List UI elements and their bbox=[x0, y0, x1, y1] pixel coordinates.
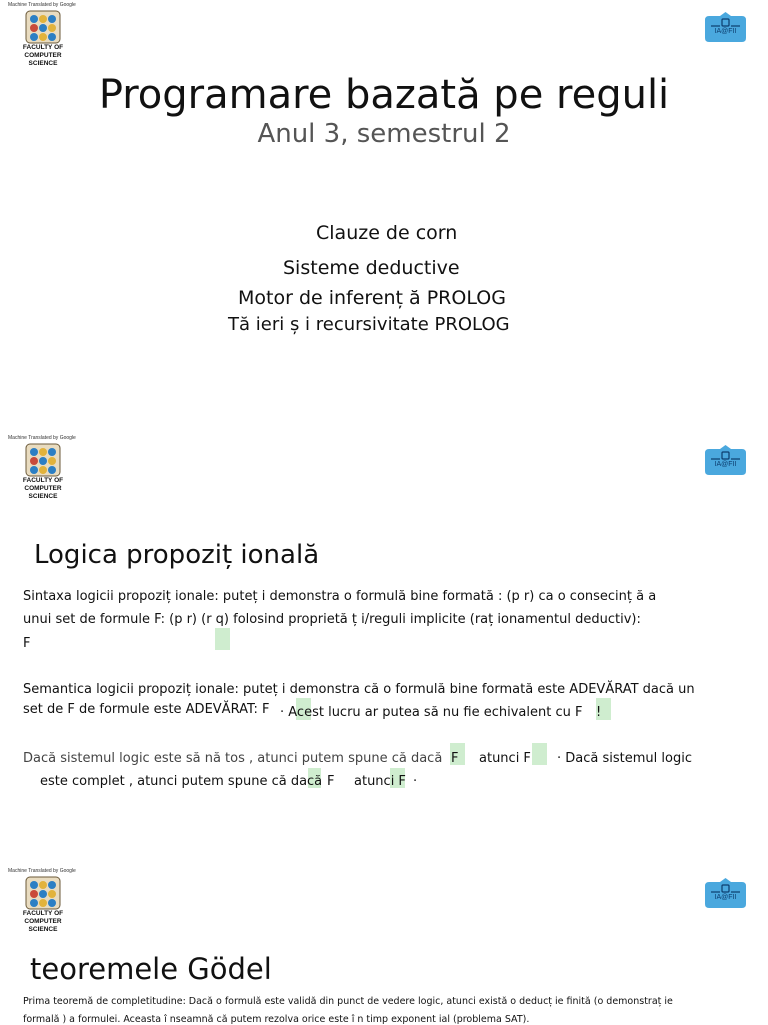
slide-title: teoremele Gödel bbox=[30, 952, 272, 986]
faculty-crest-icon bbox=[25, 10, 61, 44]
syntax-text-line: F bbox=[23, 636, 31, 651]
faculty-name-line1: FACULTY OF bbox=[22, 44, 64, 51]
slide-1 bbox=[0, 0, 768, 420]
faculty-logo bbox=[10, 6, 76, 67]
faculty-name-line1: FACULTY OF bbox=[22, 910, 64, 917]
formula-highlight bbox=[532, 743, 547, 765]
soundness-text: · Dacă sistemul logic bbox=[557, 751, 692, 766]
ia-fii-badge bbox=[703, 877, 748, 909]
ia-fii-badge-icon bbox=[703, 877, 748, 909]
topic-item: Sisteme deductive bbox=[283, 257, 460, 279]
completeness-text: atunci F bbox=[354, 774, 406, 789]
syntax-text-line: Sintaxa logicii propoziț ionale: puteț i demonstra o formulă bine formată : (p r) ca o consecinț ă a bbox=[23, 589, 657, 604]
soundness-text: atunci F bbox=[479, 751, 531, 766]
faculty-name-line2: COMPUTER SCIENCE bbox=[24, 918, 62, 933]
godel-text-line: formală ) a formulei. Aceasta î nseamnă că putem rezolva orice este î n timp exponent ial (problema SAT). bbox=[23, 1014, 530, 1025]
slide-2 bbox=[0, 432, 768, 862]
ia-fii-badge-icon bbox=[703, 444, 748, 476]
ia-fii-badge bbox=[703, 444, 748, 476]
faculty-logo bbox=[10, 439, 76, 500]
topic-item: Motor de inferenț ă PROLOG bbox=[238, 287, 506, 309]
slide-title: Programare bazată pe reguli bbox=[98, 72, 670, 118]
faculty-crest-icon bbox=[25, 876, 61, 910]
faculty-name-line1: FACULTY OF bbox=[22, 477, 64, 484]
ia-fii-badge-icon bbox=[703, 11, 748, 43]
badge-label: IA@FII bbox=[714, 28, 737, 35]
machine-translated-label: Machine Translated by Google bbox=[8, 868, 76, 874]
slide-3 bbox=[0, 866, 768, 1024]
badge-label: IA@FII bbox=[714, 461, 737, 468]
completeness-text: F bbox=[327, 774, 335, 789]
faculty-name-line2: COMPUTER SCIENCE bbox=[24, 485, 62, 500]
soundness-text: Dacă sistemul logic este să nă tos , atunci putem spune că dacă bbox=[23, 751, 443, 766]
godel-text-line: Prima teoremă de completitudine: Dacă o formulă este validă din punct de vedere logic, atunci există o deducț ie finită (o demonstraț ie bbox=[23, 996, 673, 1007]
completeness-text: este complet , atunci putem spune că dacă bbox=[40, 774, 323, 789]
completeness-text: · bbox=[413, 774, 418, 789]
semantics-text-line: set de F de formule este ADEVĂRAT: F bbox=[23, 702, 270, 717]
badge-label: IA@FII bbox=[714, 894, 737, 901]
machine-translated-label: Machine Translated by Google bbox=[8, 435, 76, 441]
semantics-text-line: · Acest lucru ar putea să nu fie echivalent cu F bbox=[280, 705, 583, 720]
faculty-crest-icon bbox=[25, 443, 61, 477]
semantics-text-line: Semantica logicii propoziț ionale: puteț i demonstra că o formulă bine formată este ADEVĂRAT dacă un bbox=[23, 682, 695, 697]
ia-fii-badge bbox=[703, 11, 748, 43]
slide-title: Logica propoziț ională bbox=[34, 540, 320, 570]
slide-subtitle: Anul 3, semestrul 2 bbox=[257, 119, 511, 149]
topic-item: Clauze de corn bbox=[316, 222, 458, 244]
syntax-text-line: unui set de formule F: (p r) (r q) folosind proprietă ț i/reguli implicite (raț ionamentul deductiv): bbox=[23, 612, 641, 627]
faculty-logo bbox=[10, 872, 76, 933]
soundness-text: F bbox=[451, 751, 459, 766]
machine-translated-label: Machine Translated by Google bbox=[8, 2, 76, 8]
faculty-name-line2: COMPUTER SCIENCE bbox=[24, 52, 62, 67]
semantics-text-line: ! bbox=[596, 705, 602, 720]
topic-item: Tă ieri ș i recursivitate PROLOG bbox=[228, 314, 510, 335]
formula-highlight bbox=[215, 628, 230, 650]
